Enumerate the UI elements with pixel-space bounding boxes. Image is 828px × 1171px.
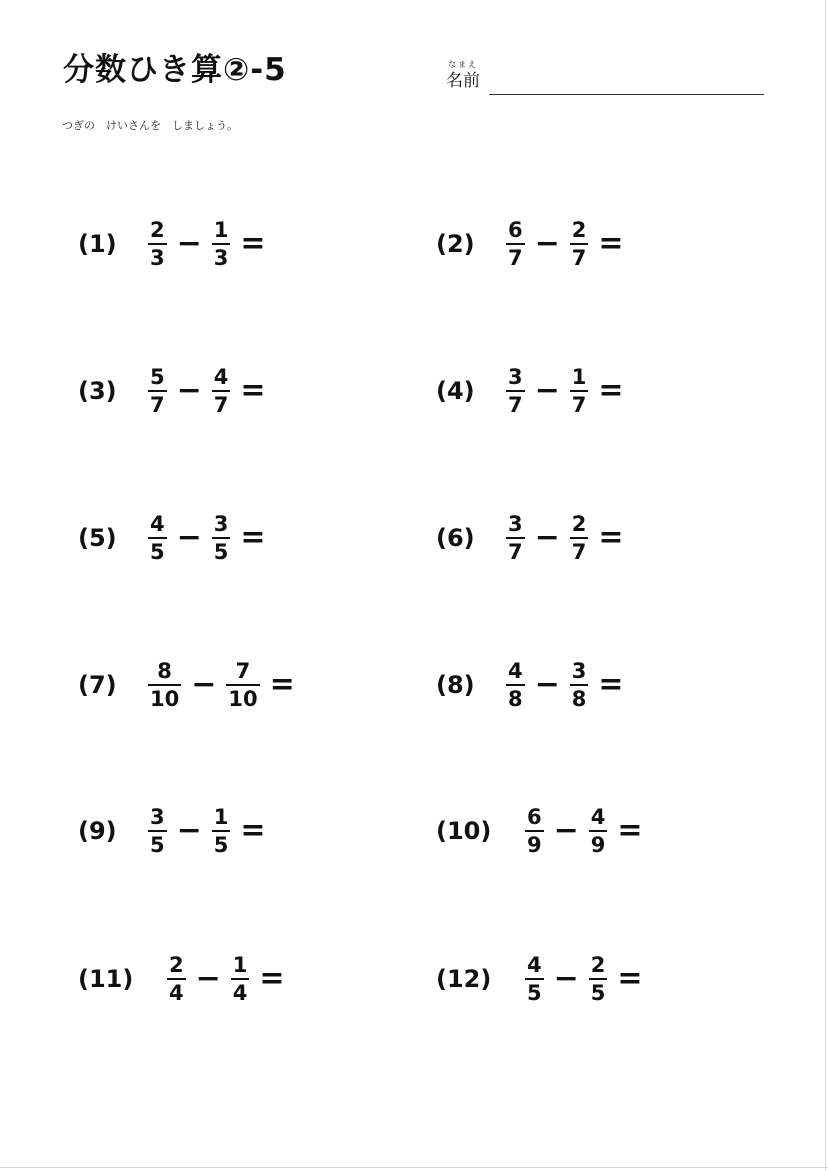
minus-sign: − [195, 961, 221, 996]
problem-2 [436, 214, 624, 274]
equals-sign: = [598, 373, 624, 408]
numerator: 1 [232, 952, 248, 977]
denominator: 10 [148, 684, 181, 710]
denominator: 5 [148, 830, 167, 856]
problem-number: (11) [78, 965, 134, 993]
numerator: 3 [508, 511, 523, 536]
problem-number: (4) [436, 377, 475, 405]
denominator: 7 [506, 390, 525, 416]
equals-sign: = [240, 373, 266, 408]
numerator: 4 [527, 952, 542, 977]
minus-sign: − [176, 373, 202, 408]
equals-sign: = [240, 226, 266, 261]
fraction-minuend [148, 364, 167, 417]
fraction-subtrahend [589, 952, 608, 1005]
problem-number: (10) [436, 817, 492, 845]
equals-sign: = [598, 226, 624, 261]
fraction-subtrahend [570, 511, 589, 564]
problem-number: (3) [78, 377, 117, 405]
denominator: 7 [506, 243, 525, 269]
denominator: 3 [212, 243, 231, 269]
fraction-minuend [506, 658, 525, 711]
fraction-minuend [525, 952, 544, 1005]
denominator: 5 [148, 537, 167, 563]
page-title: 分数ひき算②-5 [63, 52, 287, 88]
numerator: 1 [571, 364, 587, 389]
numerator: 4 [213, 364, 229, 389]
denominator: 7 [148, 390, 167, 416]
problem-number: (8) [436, 671, 475, 699]
numerator: 8 [157, 658, 172, 683]
problem-1 [78, 214, 266, 274]
instruction-text: つぎの けいさんを しましょう。 [62, 119, 238, 132]
minus-sign: − [553, 813, 579, 848]
numerator: 3 [571, 658, 587, 683]
denominator: 9 [525, 830, 544, 856]
denominator: 7 [570, 537, 589, 563]
name-label: 名前 [446, 71, 480, 91]
minus-sign: − [176, 813, 202, 848]
minus-sign: − [553, 961, 579, 996]
numerator: 4 [590, 804, 606, 829]
numerator: 4 [508, 658, 523, 683]
fraction-subtrahend [231, 952, 250, 1005]
problem-number: (12) [436, 965, 492, 993]
problem-9 [78, 801, 266, 861]
numerator: 2 [169, 952, 184, 977]
problem-number: (9) [78, 817, 117, 845]
fraction-subtrahend [570, 364, 589, 417]
fraction-subtrahend [570, 217, 589, 270]
denominator: 8 [506, 684, 525, 710]
minus-sign: − [534, 226, 560, 261]
name-write-line[interactable] [489, 94, 764, 95]
equals-sign: = [598, 520, 624, 555]
problem-number: (1) [78, 230, 117, 258]
minus-sign: − [176, 226, 202, 261]
numerator: 3 [508, 364, 523, 389]
denominator: 4 [167, 978, 186, 1004]
problem-number: (7) [78, 671, 117, 699]
numerator: 7 [235, 658, 251, 683]
numerator: 2 [571, 217, 587, 242]
numerator: 2 [571, 511, 587, 536]
equals-sign: = [598, 667, 624, 702]
minus-sign: − [534, 667, 560, 702]
fraction-subtrahend [212, 217, 231, 270]
problem-number: (2) [436, 230, 475, 258]
numerator: 3 [150, 804, 165, 829]
minus-sign: − [191, 667, 217, 702]
fraction-minuend [148, 658, 181, 711]
fraction-minuend [525, 804, 544, 857]
denominator: 7 [212, 390, 231, 416]
problem-8 [436, 655, 624, 715]
fraction-subtrahend [589, 804, 608, 857]
fraction-minuend [148, 217, 167, 270]
problem-number: (5) [78, 524, 117, 552]
problem-6 [436, 508, 624, 568]
denominator: 7 [570, 390, 589, 416]
fraction-minuend [148, 804, 167, 857]
name-ruby: なまえ [448, 60, 478, 69]
denominator: 9 [589, 830, 608, 856]
equals-sign: = [617, 961, 643, 996]
denominator: 5 [212, 537, 231, 563]
equals-sign: = [617, 813, 643, 848]
denominator: 5 [589, 978, 608, 1004]
fraction-minuend [506, 511, 525, 564]
minus-sign: − [176, 520, 202, 555]
fraction-minuend [167, 952, 186, 1005]
denominator: 5 [212, 830, 231, 856]
minus-sign: − [534, 373, 560, 408]
equals-sign: = [240, 813, 266, 848]
equals-sign: = [269, 667, 295, 702]
denominator: 5 [525, 978, 544, 1004]
numerator: 6 [527, 804, 542, 829]
fraction-subtrahend [212, 804, 231, 857]
problem-11 [78, 949, 285, 1009]
problem-10 [436, 801, 643, 861]
numerator: 6 [508, 217, 523, 242]
numerator: 4 [150, 511, 165, 536]
page-edge-right [825, 0, 826, 1171]
denominator: 3 [148, 243, 167, 269]
equals-sign: = [259, 961, 285, 996]
fraction-subtrahend [570, 658, 589, 711]
problem-4 [436, 361, 624, 421]
fraction-subtrahend [226, 658, 259, 711]
problem-5 [78, 508, 266, 568]
fraction-subtrahend [212, 511, 231, 564]
fraction-minuend [148, 511, 167, 564]
numerator: 5 [150, 364, 165, 389]
name-field [446, 60, 766, 100]
numerator: 2 [150, 217, 165, 242]
numerator: 1 [213, 804, 229, 829]
problem-12 [436, 949, 643, 1009]
equals-sign: = [240, 520, 266, 555]
problem-7 [78, 655, 295, 715]
minus-sign: − [534, 520, 560, 555]
fraction-subtrahend [212, 364, 231, 417]
fraction-minuend [506, 364, 525, 417]
denominator: 7 [570, 243, 589, 269]
numerator: 2 [590, 952, 606, 977]
denominator: 7 [506, 537, 525, 563]
problem-3 [78, 361, 266, 421]
denominator: 10 [226, 684, 259, 710]
denominator: 8 [570, 684, 589, 710]
numerator: 3 [213, 511, 229, 536]
numerator: 1 [213, 217, 229, 242]
problem-number: (6) [436, 524, 475, 552]
denominator: 4 [231, 978, 250, 1004]
page-edge-bottom [0, 1167, 828, 1168]
fraction-minuend [506, 217, 525, 270]
